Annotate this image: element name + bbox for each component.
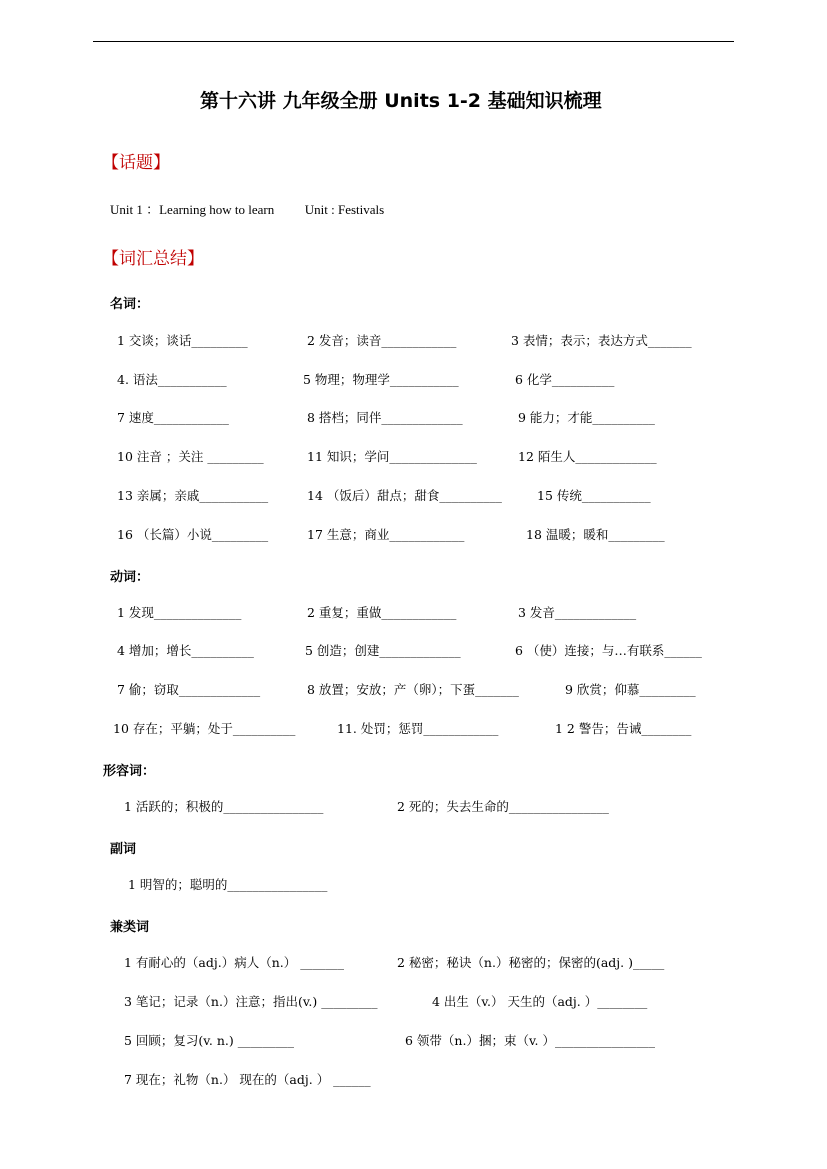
noun-item: 9 能力；才能__________ [518, 410, 655, 425]
topic-unit-1: Unit 1 ：Learning how to learn [110, 202, 275, 217]
noun-item: 6 化学__________ [515, 372, 615, 387]
page-title: 第十六讲 九年级全册 Units 1-2 基础知识梳理 [200, 90, 602, 112]
multi-class-item: 7 现在；礼物（n.） 现在的（adj. ） ______ [124, 1072, 371, 1087]
multi-class-item: 2 秘密；秘诀（n.）秘密的；保密的(adj. )_____ [397, 955, 665, 970]
verb-item: 4 增加；增长__________ [117, 643, 254, 658]
multi-class-item: 1 有耐心的（adj.）病人（n.） _______ [124, 955, 344, 970]
multi-class-label: 兼类词 [110, 920, 150, 935]
noun-item: 15 传统___________ [537, 488, 651, 503]
noun-item: 13 亲属；亲戚___________ [117, 488, 269, 503]
noun-item: 4. 语法___________ [117, 372, 227, 387]
multi-class-item: 6 领带（n.）捆；束（v. ）________________ [405, 1033, 655, 1048]
noun-item: 10 注音 ；关注 _________ [117, 449, 264, 464]
verb-item: 9 欣赏；仰慕_________ [565, 682, 696, 697]
verb-item: 5 创造；创建_____________ [305, 643, 461, 658]
noun-item: 8 搭档；同伴_____________ [307, 410, 463, 425]
section-vocab-heading: 【词汇总结】 [102, 249, 204, 269]
nouns-label: 名词： [110, 297, 150, 312]
noun-item: 1 交谈；谈话_________ [117, 333, 248, 348]
noun-item: 18 温暖；暖和_________ [526, 527, 665, 542]
noun-item: 2 发音；读音____________ [307, 333, 457, 348]
verb-item: 7 偷；窃取_____________ [117, 682, 261, 697]
topic-unit-2: Unit : Festivals [304, 202, 385, 217]
verb-item: 2 重复；重做____________ [307, 605, 457, 620]
adjective-item: 1 活跃的；积极的________________ [124, 799, 324, 814]
verb-item: 1 发现______________ [117, 605, 242, 620]
noun-item: 14 （饭后）甜点；甜食__________ [307, 488, 502, 503]
header-rule [93, 41, 734, 42]
multi-class-item: 4 出生（v.） 天生的（adj. ）________ [432, 994, 648, 1009]
noun-item: 17 生意；商业____________ [307, 527, 465, 542]
verb-item: 10 存在；平躺；处于__________ [113, 721, 296, 736]
noun-item: 7 速度____________ [117, 410, 229, 425]
noun-item: 12 陌生人_____________ [518, 449, 657, 464]
verb-item: 8 放置；安放；产（卵）；下蛋_______ [307, 682, 519, 697]
verbs-label: 动词： [110, 570, 150, 585]
verb-item: 3 发音_____________ [518, 605, 637, 620]
noun-item: 5 物理；物理学___________ [303, 372, 459, 387]
topic-line [110, 199, 384, 218]
verb-item: 1 2 警告；告诫________ [555, 721, 692, 736]
section-topic-heading: 【话题】 [102, 153, 170, 173]
adjective-item: 2 死的；失去生命的________________ [397, 799, 609, 814]
noun-item: 11 知识；学问______________ [307, 449, 477, 464]
multi-class-item: 5 回顾；复习(v. n.) _________ [124, 1033, 294, 1048]
noun-item: 16 （长篇）小说_________ [117, 527, 269, 542]
adverb-item: 1 明智的；聪明的________________ [128, 877, 328, 892]
verb-item: 11. 处罚；惩罚____________ [337, 721, 499, 736]
verb-item: 6 （使）连接；与…有联系______ [515, 643, 702, 658]
adjectives-label: 形容词： [103, 764, 156, 779]
noun-item: 3 表情；表示；表达方式_______ [511, 333, 692, 348]
multi-class-item: 3 笔记；记录（n.）注意；指出(v.) _________ [124, 994, 378, 1009]
adverbs-label: 副词 [110, 842, 137, 857]
